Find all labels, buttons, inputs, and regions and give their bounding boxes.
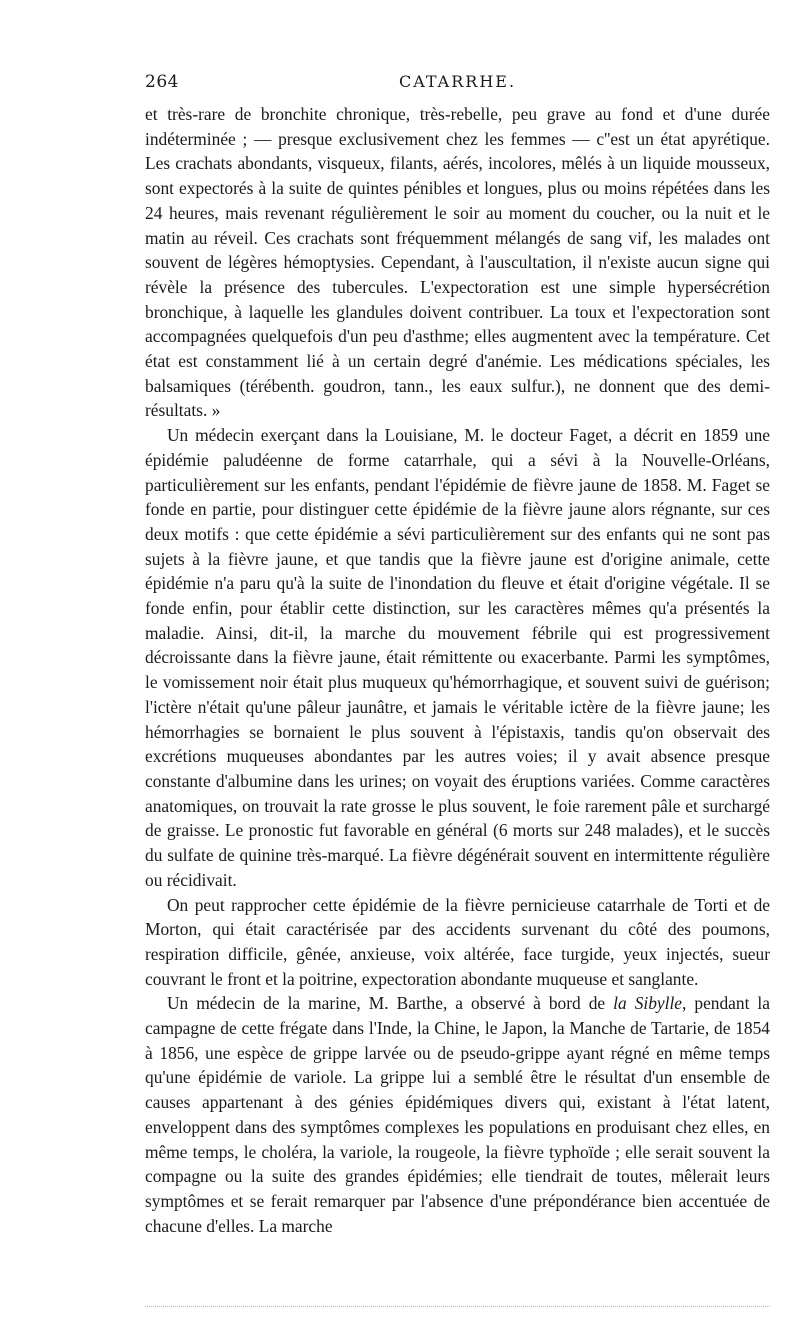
page-number: 264 (145, 72, 179, 92)
paragraph-3: On peut rapprocher cette épidémie de la fièvre pernicieuse catarrhale de Torti et de Morton, qui était caractérisée par des accidents survenant du côté des poumons, respiration difficile, gênée, anxieuse, voix altérée, face turgide, yeux injectés, sueur couvrant le front et la poitrine, expectoration abondante muqueuse et sanglante. (145, 894, 770, 989)
paragraph-1: et très-rare de bronchite chronique, très-rebelle, peu grave au fond et d'une durée indéterminée ; — presque exclusivement chez les femmes — c''est un état apyrétique. Les crachats abondants, visqueux, filants, aérés, incolores, mêlés à un liquide mousseux, sont expectorés à la suite de quintes pénibles et longues, plus ou moins répétées dans les 24 heures, mais revenant régulièrement le soir au moment du coucher, ou la nuit et le matin au réveil. Ces crachats sont fréquemment mélangés de sang vif, les malades ont souvent de légères hémoptysies. Cependant, à l'auscultation, il n'existe aucun signe qui révèle la présence des tubercules. L'expectoration est une simple hypersécrétion bronchique, à laquelle les glandules doivent contribuer. La toux et l'expectoration sont accompagnées quelquefois d'un peu d'asthme; elles augmentent avec la température. Cet état est constamment lié à un certain degré d'anémie. Les médications spéciales, les balsamiques (térébenth. goudron, tann., les eaux sulfur.), ne donnent que des demi-résultats. » (145, 104, 770, 421)
footer-dotted-rule (145, 1306, 770, 1307)
ship-name: la Sibylle (613, 993, 683, 1014)
paragraph-4 (145, 991, 770, 1238)
paragraph-2: Un médecin exerçant dans la Louisiane, M. le docteur Faget, a décrit en 1859 une épidémie paludéenne de forme catarrhale, qui a sévi à la Nouvelle-Orléans, particulièrement sur les enfants, pendant l'épidémie de fièvre jaune de 1858. M. Faget se fonde en partie, pour distinguer cette épidémie de la fièvre jaune alors régnante, sur ces deux motifs : que cette épidémie a sévi particulièrement sur des enfants qui ne sont pas sujets à la fièvre jaune, et que tandis que la fièvre jaune est d'origine animale, cette épidémie n'a paru qu'à la suite de l'inondation du fleuve et était d'origine végétale. Il se fonde enfin, pour établir cette distinction, sur les caractères mêmes qu'a présentés la maladie. Ainsi, dit-il, la marche du mouvement fébrile qui est progressivement décroissante dans la fièvre jaune, était rémittente ou exacerbante. Parmi les symptômes, le vomissement noir était plus muqueux qu'hémorrhagique, et souvent suivi de guérison; l'ictère n'était qu'une pâleur jaunâtre, et jamais le véritable ictère de la fièvre jaune; les hémorrhagies se bornaient le plus souvent à l'épistaxis, tandis qu'on observait des excrétions muqueuses abondantes par les autres voies; il y avait absence presque constante d'albumine dans les urines; on voyait des éruptions variées. Comme caractères anatomiques, on trouvait la rate grosse le plus souvent, le foie rarement pâle et surchargé de graisse. Le pronostic fut favorable en général (6 morts sur 248 malades), et le succès du sulfate de quinine très-marqué. La fièvre dégénérait souvent en intermittente régulière ou récidivait. (145, 425, 770, 890)
paragraph-4-rest: , pendant la campagne de cette frégate dans l'Inde, la Chine, le Japon, la Manche de Tartarie, de 1854 à 1856, une espèce de grippe larvée ou de pseudo-grippe ayant régné en même temps qu'une épidémie de variole. La grippe lui a semblé être le résultat d'un ensemble de causes appartenant à des génies épidémiques divers qui, existant à l'état latent, enveloppent dans des symptômes complexes les populations en produisant chez elles, en même temps, le choléra, la variole, la rougeole, la fièvre typhoïde ; elle serait souvent la compagne ou la suite des grandes épidémies; elle tiendrait de toutes, mêlerait leurs symptômes et se ferait remarquer par l'absence d'une prépondérance bien accentuée de chacune d'elles. La marche (145, 993, 770, 1236)
page-header (145, 72, 770, 96)
running-title: CATARRHE. (398, 72, 517, 91)
paragraph-4-start: Un médecin de la marine, M. Barthe, a observé à bord de (167, 993, 614, 1014)
body-text (145, 102, 770, 1238)
